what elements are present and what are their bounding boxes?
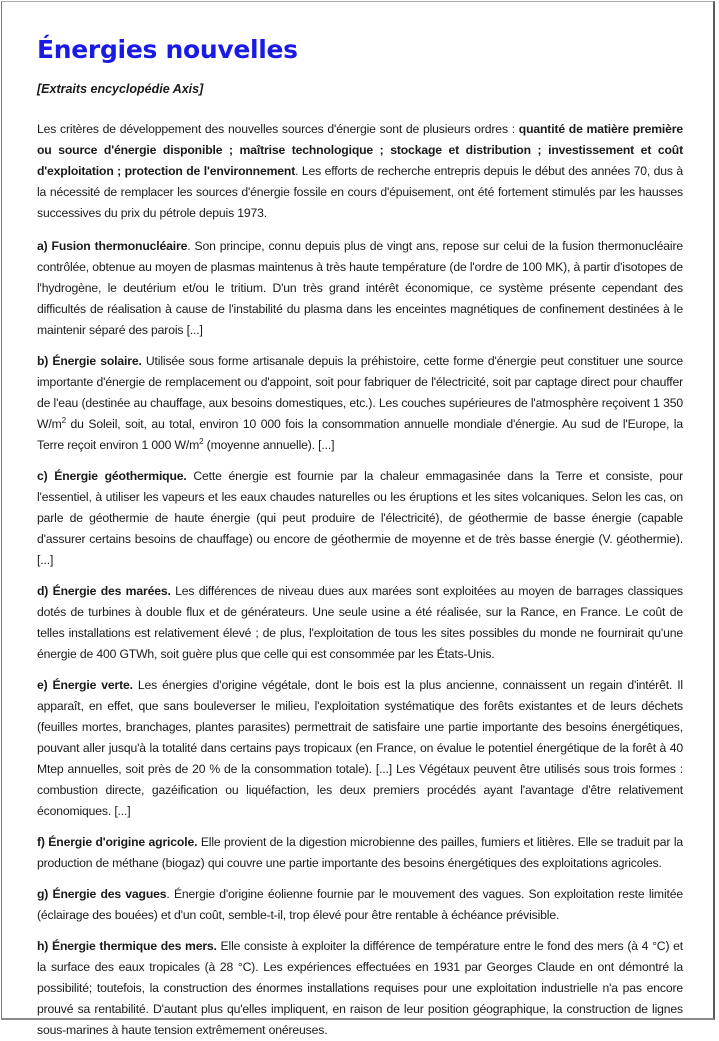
intro-paragraph [37,119,683,224]
section-heading: d) Énergie des marées. [37,584,171,598]
intro-criteria: quantité de matière première ou source d'énergie disponible ; maîtrise technologique ; stockage et distribution ; investissement et coût d'exploitation ; protection de l'environnement [37,122,683,178]
section-heading: b) Énergie solaire. [37,354,142,368]
section-agricole [37,832,683,874]
section-heading: c) Énergie géothermique. [37,469,187,483]
page-title: Énergies nouvelles [37,35,298,64]
section-text: Elle provient de la digestion microbienne des pailles, fumiers et litières. Elle se traduit par la production de méthane (biogaz) qui couvre une partie importante des besoins énergétiques des exploitations agricoles. [37,835,684,870]
section-text: Son principe, connu depuis plus de vingt ans, repose sur celui de la fusion thermonucléaire contrôlée, obtenue au moyen de plasmas maintenus à très haute température (de l'ordre de 100 MK), à partir d'isotopes de l'hydrogène, le deutérium et/ou le tritium. D'un très grand intérêt économique, ce système présente cependant des difficultés de réalisation à cause de l'instabilité du plasma dans les enceintes magnétiques de confinement destinées à le maintenir séparé des parois [...] [37,239,683,337]
section-text: Cette énergie est fournie par la chaleur emmagasinée dans la Terre et consiste, pour l'essentiel, à utiliser les vapeurs et les eaux chaudes naturelles ou les éruptions et les sites volcaniques. Selon les cas, on parle de géothermie de haute énergie (qui peut produire de l'électricité), de géothermie de basse énergie (capable d'assurer certains besoins de chauffage) ou encore de géothermie de moyenne et de très basse énergie (V. géothermie). [...] [37,469,684,567]
section-heading: e) Énergie verte. [37,678,133,692]
section-text: Utilisée sous forme artisanale depuis la préhistoire, cette forme d'énergie peut constituer une source importante d'énergie de remplacement ou d'appoint, soit pour fabriquer de l'électricité, soit par captage direct pour chauffer de l'eau (destinée au chauffage, aux besoins domestiques, etc.). Les couches supérieures de l'atmosphère reçoivent 1 350 W/m [37,354,684,431]
section-text: du Soleil, soit, au total, environ 10 000 fois la consommation annuelle mondiale d'énergie. Au sud de l'Europe, la Terre reçoit environ 1 000 W/m [37,417,683,452]
section-verte [37,675,683,822]
section-text: Les énergies d'origine végétale, dont le bois est la plus ancienne, connaissent un regain d'intérêt. Il apparaît, en effet, que sans bouleverser le milieu, l'exploitation systématique des forêts existantes et de leurs déchets (feuilles mortes, branchages, plantes parasites) permettrait de satisfaire une partie importante des besoins énergétiques, pouvant aller jusqu'à la totalité dans certains pays tropicaux (en France, on évalue le potentiel énergétique de la forêt à 40 Mtep annuelles, soit près de 20 % de la consommation totale). [...] Les Végétaux peuvent être utilisés sous trois formes : combustion directe, gazéification ou liquéfaction, les deux premiers procédés ayant l'avantage d'être relativement économiques. [...] [37,678,683,818]
section-marees [37,581,683,665]
section-thermique-mers [37,936,683,1041]
superscript: 2 [199,436,204,446]
intro-text: Les critères de développement des nouvelles sources d'énergie sont de plusieurs ordres : [37,122,519,136]
section-vagues: g) Énergie des vagues. Énergie d'origine éolienne fournie par le mouvement des vagues. Son exploitation reste limitée (éclairage des bouées) et d'un coût, semble-t-il, trop élevé pour être rentable à échéance prévisible. [37,887,683,922]
section-text: (moyenne annuelle). [...] [203,438,335,452]
superscript: 2 [61,415,66,425]
section-heading: a) Fusion thermonucléaire [37,239,188,253]
section-text: Énergie d'origine éolienne fournie par le mouvement des vagues. Son exploitation reste limitée (éclairage des bouées) et d'un coût, semble-t-il, trop élevé pour être rentable à échéance prévisible. [37,887,683,922]
section-heading: h) Énergie thermique des mers. [37,939,217,953]
section-heading: f) Énergie d'origine agricole. [37,835,198,849]
section-solaire [37,351,683,456]
section-text: Elle consiste à exploiter la différence de température entre le fond des mers (à 4 °C) et la surface des eaux tropicales (à 28 °C). Les expériences effectuées en 1931 par Georges Claude en ont démontré la possibilité; toutefois, la construction des énormes installations requises pour une exploitation industrielle n'a pas encore prouvé sa rentabilité. D'autant plus qu'elles impliquent, en raison de leur position géographique, la construction de lignes sous-marines à haute tension extrêmement onéreuses. [37,939,683,1037]
document-content [37,30,683,1041]
intro-text-after: . Les efforts de recherche entrepris depuis le début des années 70, dus à la nécessité de remplacer les sources d'énergie fossile en cours d'épuisement, ont été fortement stimulés par les hausses successives du prix du pétrole depuis 1973. [37,164,683,220]
document-page [1,1,715,1037]
section-heading: g) Énergie des vagues [37,887,167,901]
section-fusion: a) Fusion thermonucléaire. Son principe, connu depuis plus de vingt ans, repose sur celui de la fusion thermonucléaire contrôlée, obtenue au moyen de plasmas maintenus à très haute température (de l'ordre de 100 MK), à partir d'isotopes de l'hydrogène, le deutérium et/ou le tritium. D'un très grand intérêt économique, ce système présente cependant des difficultés de réalisation à cause de l'instabilité du plasma dans les enceintes magnétiques de confinement destinées à le maintenir séparé des parois [...] [37,239,683,337]
section-geothermique [37,466,683,571]
source-subtitle: [Extraits encyclopédie Axis] [37,82,204,96]
section-text: Les différences de niveau dues aux marées sont exploitées au moyen de barrages classiques dotés de turbines à double flux et de générateurs. Une seule usine a été réalisée, sur la Rance, en France. Le coût de telles installations est relativement élevé ; de plus, l'exploitation de tous les sites possibles du monde ne fournirait qu'une énergie de 400 GTWh, soit guère plus que celle qui est consommée par les États-Unis. [37,584,683,661]
